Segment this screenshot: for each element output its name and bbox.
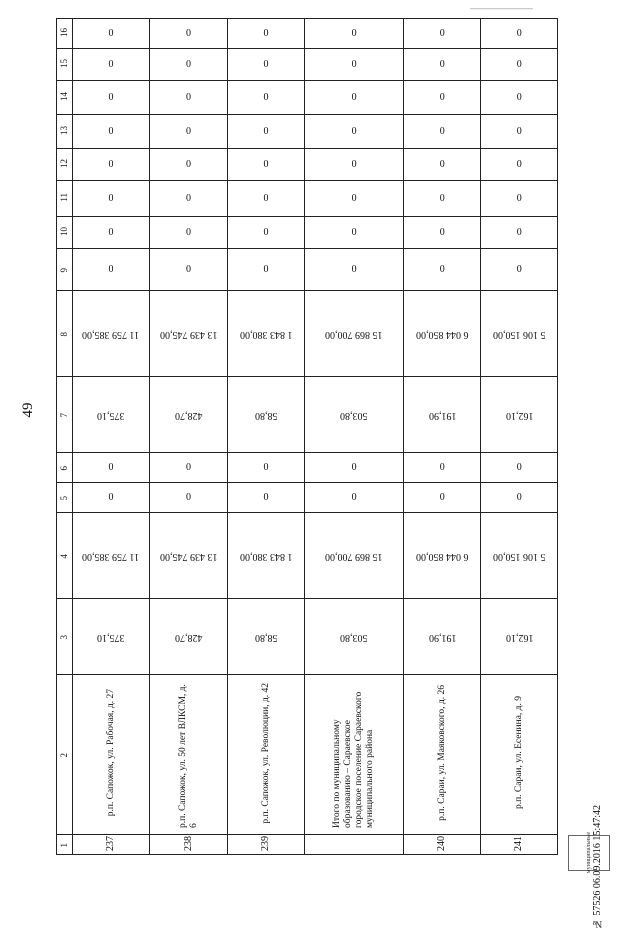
table-cell [404, 181, 481, 217]
cell-value: 0 [439, 58, 445, 70]
table-row [57, 483, 558, 513]
table-cell [404, 115, 481, 149]
table-cell [73, 675, 150, 835]
table-cell [150, 115, 228, 149]
cell-value: 0 [263, 192, 269, 204]
table-cell [404, 149, 481, 181]
column-number-label: 11 [59, 193, 69, 202]
column-number [57, 115, 73, 149]
table-cell [481, 599, 558, 675]
table-cell [305, 19, 404, 49]
table-cell [150, 835, 228, 855]
cell-value: 0 [186, 91, 191, 103]
column-number [57, 291, 73, 377]
table-cell [150, 49, 228, 81]
cell-value: 0 [108, 226, 114, 238]
cell-value: 15 869 700,00 [325, 328, 383, 340]
table-cell [73, 19, 150, 49]
column-number [57, 835, 73, 855]
table-cell [228, 483, 305, 513]
cell-value: 0 [108, 91, 114, 103]
column-number-label: 6 [59, 465, 69, 470]
cell-value: 0 [186, 461, 191, 473]
table-row [57, 675, 558, 835]
table-cell [305, 377, 404, 453]
table-cell [73, 483, 150, 513]
cell-value: 0 [439, 226, 445, 238]
table-cell [150, 675, 228, 835]
column-number-label: 5 [59, 495, 69, 500]
logo-stamp [568, 832, 610, 874]
table-row [57, 835, 558, 855]
scan-artifact: ――――――― [470, 4, 533, 14]
cell-value: 162,10 [505, 409, 534, 421]
column-number [57, 453, 73, 483]
table-cell [305, 149, 404, 181]
column-number-label: 2 [59, 752, 69, 757]
column-number [57, 513, 73, 599]
table-cell [150, 181, 228, 217]
cell-value: 0 [351, 58, 357, 70]
cell-value: 0 [263, 27, 269, 39]
address-text: р.п. Сараи, ул. Есенина, д. 9 [513, 696, 524, 810]
cell-value: 0 [263, 158, 269, 170]
cell-value: 13 439 745,00 [159, 328, 218, 340]
table-cell [228, 675, 305, 835]
cell-value: 0 [439, 461, 445, 473]
cell-value: 0 [263, 91, 269, 103]
address-text: Итого по муниципальному образованию – Сараевское городское поселение Сараевского муниципального района [332, 691, 376, 828]
column-number-label: 12 [59, 159, 69, 168]
table-cell [481, 49, 558, 81]
table-cell [73, 835, 150, 855]
column-number-label: 16 [59, 28, 69, 37]
row-id: 240 [436, 835, 448, 851]
column-number-label: 10 [59, 227, 69, 236]
table-cell [150, 249, 228, 291]
table-cell [305, 81, 404, 115]
table-cell [228, 149, 305, 181]
cell-value: 0 [516, 491, 522, 503]
cell-value: 0 [351, 91, 357, 103]
table-cell [150, 81, 228, 115]
table-cell [150, 217, 228, 249]
table-cell [404, 81, 481, 115]
column-number-label: 7 [59, 412, 69, 417]
cell-value: 0 [186, 192, 191, 204]
cell-value: 0 [351, 491, 357, 503]
cell-value: 191,90 [428, 631, 457, 643]
table-cell [73, 377, 150, 453]
cell-value: 0 [186, 226, 191, 238]
table-cell [481, 181, 558, 217]
table-cell [228, 81, 305, 115]
column-number [57, 217, 73, 249]
table-cell [150, 483, 228, 513]
row-id: 238 [182, 835, 194, 851]
cell-value: 0 [108, 491, 114, 503]
table-row [57, 249, 558, 291]
table-cell [404, 675, 481, 835]
column-number [57, 377, 73, 453]
table-cell [73, 115, 150, 149]
row-id: 241 [513, 835, 525, 851]
cell-value: 1 843 380,00 [239, 550, 293, 562]
table-row [57, 599, 558, 675]
table-cell [481, 453, 558, 483]
table-cell [481, 149, 558, 181]
table-cell [305, 49, 404, 81]
table-cell [481, 377, 558, 453]
table-row [57, 513, 558, 599]
table-cell [305, 599, 404, 675]
table-cell [73, 49, 150, 81]
table-cell [228, 181, 305, 217]
table-cell [481, 217, 558, 249]
table-cell [481, 291, 558, 377]
table-cell [228, 115, 305, 149]
table-cell [404, 217, 481, 249]
cell-value: 0 [516, 27, 522, 39]
table-row [57, 115, 558, 149]
row-id: 239 [260, 835, 271, 851]
table-cell [73, 249, 150, 291]
document-stamp: № 57526 06.09.2016 15:47:42 [592, 805, 603, 929]
cell-value: 162,10 [505, 631, 534, 643]
table-cell [228, 377, 305, 453]
cell-value: 1 843 380,00 [239, 328, 293, 340]
table-cell [228, 249, 305, 291]
cell-value: 428,70 [174, 631, 203, 643]
table-cell [305, 835, 404, 855]
cell-value: 58,80 [254, 409, 278, 421]
table-cell [73, 513, 150, 599]
table-cell [73, 149, 150, 181]
cell-value: 6 044 850,00 [416, 328, 469, 340]
table-cell [150, 377, 228, 453]
column-number-label: 1 [59, 842, 69, 847]
table-cell [481, 675, 558, 835]
table-cell [150, 19, 228, 49]
table-cell [481, 81, 558, 115]
table-cell [305, 181, 404, 217]
cell-value: 0 [186, 27, 191, 39]
address-text: р.п. Сапожок, ул. Революции, д. 42 [260, 682, 271, 824]
cell-value: 503,80 [340, 631, 368, 643]
table-cell [404, 249, 481, 291]
cell-value: 0 [351, 226, 357, 238]
cell-value: 0 [439, 91, 445, 103]
column-number-label: 14 [59, 92, 69, 101]
table-row [57, 149, 558, 181]
table-cell [481, 483, 558, 513]
cell-value: 0 [186, 491, 191, 503]
table-cell [481, 513, 558, 599]
column-number-label: 13 [59, 126, 69, 135]
table-row [57, 181, 558, 217]
cell-value: 0 [516, 461, 522, 473]
table-cell [404, 19, 481, 49]
cell-value: 0 [108, 158, 114, 170]
table-cell [228, 19, 305, 49]
table-cell [404, 513, 481, 599]
table-cell [404, 453, 481, 483]
table-cell [481, 249, 558, 291]
table-cell [404, 49, 481, 81]
cell-value: 0 [186, 158, 191, 170]
column-number [57, 249, 73, 291]
table-cell [150, 513, 228, 599]
cell-value: 0 [439, 125, 445, 137]
table-cell [305, 513, 404, 599]
table-row [57, 217, 558, 249]
cell-value: 0 [263, 58, 269, 70]
row-id: 237 [105, 835, 116, 851]
column-number [57, 19, 73, 49]
cell-value: 0 [351, 263, 357, 275]
cell-value: 0 [186, 125, 191, 137]
table-cell [404, 377, 481, 453]
cell-value: 0 [108, 263, 114, 275]
cell-value: 428,70 [174, 409, 203, 421]
table-cell [305, 249, 404, 291]
table-cell [228, 513, 305, 599]
column-number [57, 81, 73, 115]
cell-value: 0 [439, 491, 445, 503]
address-text: р.п. Сапожок, ул. Рабочая, д. 27 [105, 689, 116, 817]
table-cell [305, 453, 404, 483]
table-cell [305, 217, 404, 249]
cell-value: 0 [108, 125, 114, 137]
column-number-label: 4 [59, 553, 69, 558]
table-cell [150, 149, 228, 181]
cell-value: 0 [351, 125, 357, 137]
column-number-label: 15 [59, 59, 69, 68]
column-number [57, 675, 73, 835]
cell-value: 0 [108, 58, 114, 70]
cell-value: 11 759 385,00 [82, 550, 140, 562]
cell-value: 0 [108, 192, 114, 204]
cell-value: 6 044 850,00 [416, 550, 469, 562]
cell-value: 0 [263, 125, 269, 137]
cell-value: 0 [108, 27, 114, 39]
cell-value: 0 [108, 461, 114, 473]
logo-text: муниципальные [586, 832, 592, 874]
table-row [57, 19, 558, 49]
table-cell [404, 291, 481, 377]
table-cell [404, 835, 481, 855]
cell-value: 0 [263, 226, 269, 238]
table-cell [228, 599, 305, 675]
column-number-label: 8 [59, 331, 69, 336]
cell-value: 0 [439, 158, 445, 170]
cell-value: 0 [351, 158, 357, 170]
table-cell [481, 115, 558, 149]
column-number-label: 3 [59, 634, 69, 639]
cell-value: 375,10 [97, 409, 125, 421]
cell-value: 0 [516, 125, 522, 137]
column-number [57, 49, 73, 81]
cell-value: 5 106 150,00 [493, 550, 546, 562]
cell-value: 0 [263, 491, 269, 503]
cell-value: 0 [186, 58, 191, 70]
column-number [57, 599, 73, 675]
column-number [57, 181, 73, 217]
table-cell [73, 599, 150, 675]
cell-value: 11 759 385,00 [82, 328, 140, 340]
table-row [57, 291, 558, 377]
table-cell [73, 291, 150, 377]
table-cell [228, 453, 305, 483]
data-table [56, 18, 558, 855]
cell-value: 13 439 745,00 [159, 550, 218, 562]
cell-value: 0 [351, 461, 357, 473]
table-cell [150, 599, 228, 675]
cell-value: 0 [439, 192, 445, 204]
column-number-label: 9 [59, 267, 69, 272]
table-cell [305, 483, 404, 513]
cell-value: 15 869 700,00 [325, 550, 383, 562]
table-cell [73, 81, 150, 115]
address-text: р.п. Сапожок, ул. 50 лет ВЛКСМ, д. 6 [177, 684, 199, 828]
table-cell [404, 599, 481, 675]
table-cell [481, 835, 558, 855]
cell-value: 0 [439, 263, 445, 275]
column-number [57, 483, 73, 513]
cell-value: 0 [516, 263, 522, 275]
table-cell [305, 115, 404, 149]
table-cell [228, 291, 305, 377]
table-cell [305, 291, 404, 377]
table-cell [73, 217, 150, 249]
table-cell [228, 217, 305, 249]
cell-value: 0 [263, 461, 269, 473]
cell-value: 375,10 [97, 631, 125, 643]
cell-value: 0 [186, 263, 191, 275]
table-cell [73, 453, 150, 483]
cell-value: 191,90 [428, 409, 457, 421]
table-cell [481, 19, 558, 49]
table-cell [228, 49, 305, 81]
cell-value: 0 [516, 226, 522, 238]
table-cell [150, 453, 228, 483]
cell-value: 5 106 150,00 [493, 328, 546, 340]
table-cell [404, 483, 481, 513]
cell-value: 503,80 [340, 409, 368, 421]
cell-value: 0 [439, 27, 445, 39]
cell-value: 0 [516, 192, 522, 204]
cell-value: 0 [351, 27, 357, 39]
cell-value: 0 [351, 192, 357, 204]
cell-value: 0 [516, 58, 522, 70]
address-text: р.п. Сараи, ул. Маяковского, д. 26 [436, 685, 447, 821]
table-cell [73, 181, 150, 217]
cell-value: 0 [263, 263, 269, 275]
cell-value: 58,80 [254, 631, 278, 643]
table-row [57, 377, 558, 453]
table-cell [150, 291, 228, 377]
page-number: 49 [20, 402, 36, 418]
table-cell [228, 835, 305, 855]
table-row [57, 49, 558, 81]
column-number [57, 149, 73, 181]
cell-value: 0 [516, 91, 522, 103]
table-cell [305, 675, 404, 835]
cell-value: 0 [516, 158, 522, 170]
table-row [57, 81, 558, 115]
table-row [57, 453, 558, 483]
